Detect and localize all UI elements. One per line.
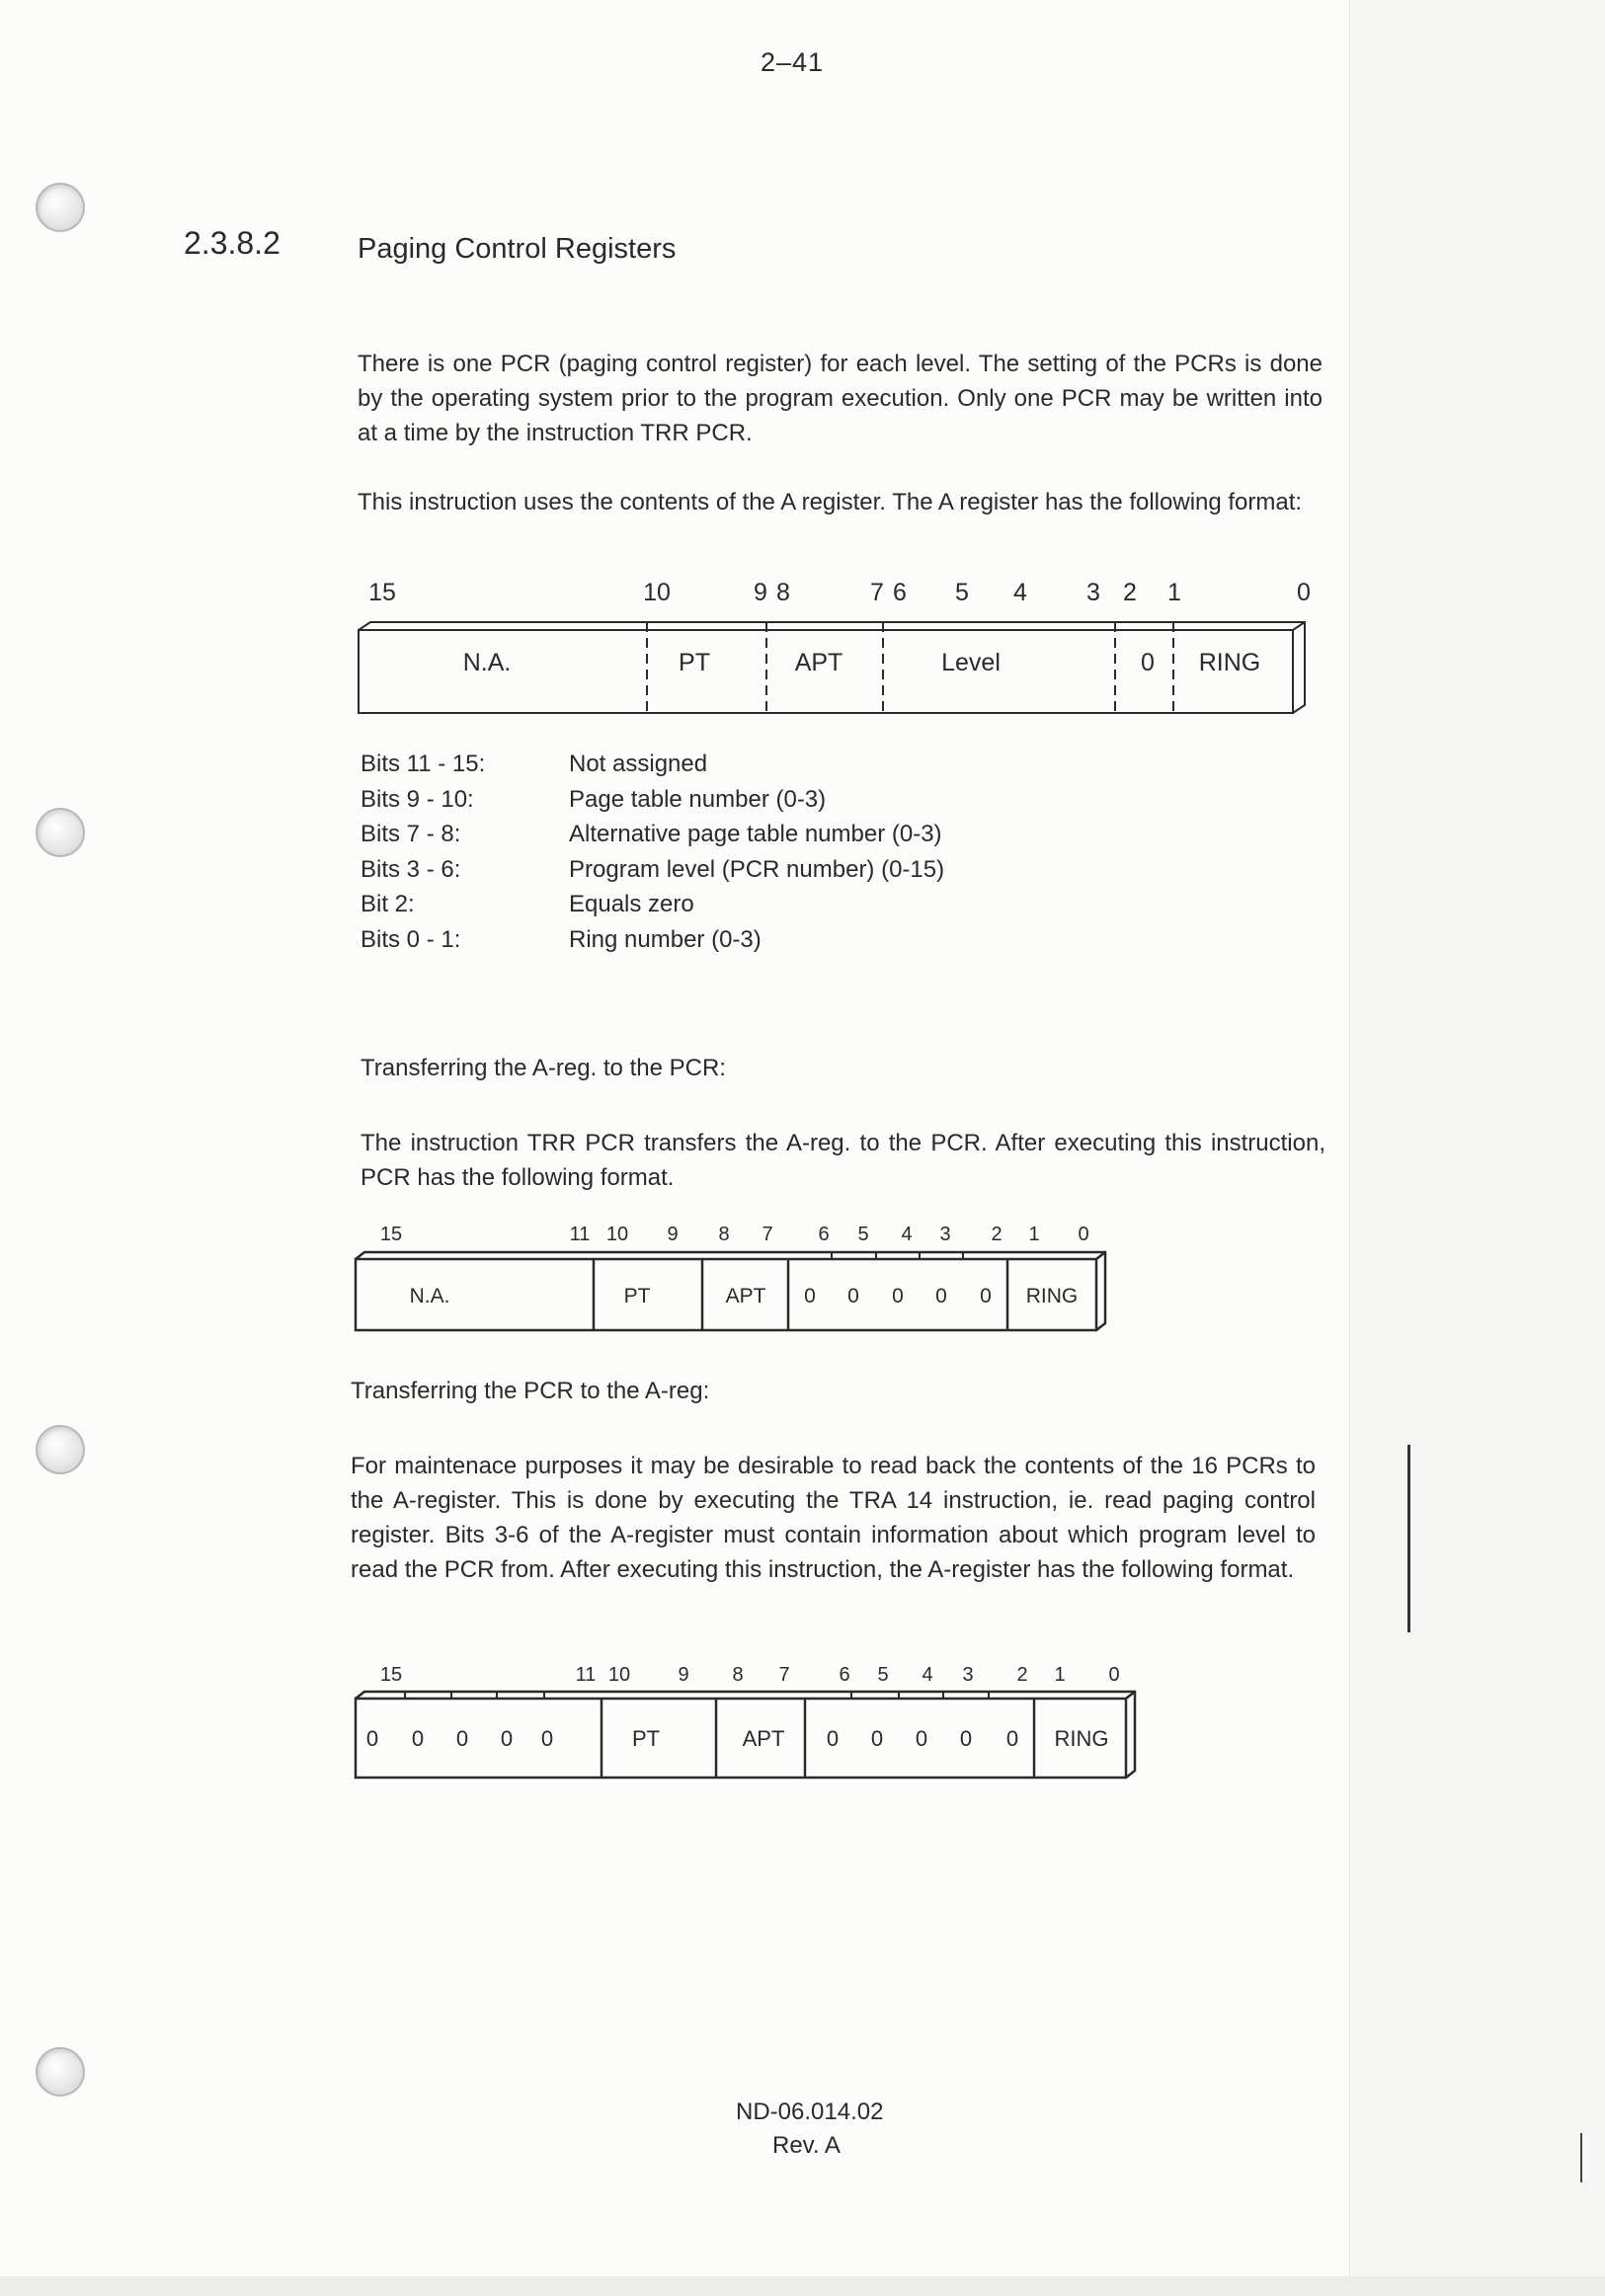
- bit-label: 1: [1167, 579, 1181, 606]
- bit-label: 5: [955, 579, 969, 606]
- bit-label: 11: [569, 1224, 591, 1245]
- bit-label: 10: [643, 579, 671, 606]
- field-pt: PT: [623, 1285, 651, 1307]
- transfer-to-areg-heading: Transferring the PCR to the A-reg:: [351, 1378, 710, 1404]
- bit-label: 10: [605, 1224, 629, 1245]
- bit-meaning: Program level (PCR number) (0-15): [569, 855, 945, 883]
- bit-meaning: Alternative page table number (0-3): [569, 821, 942, 847]
- bit-label: 7: [762, 1224, 773, 1245]
- change-bar: [1407, 1445, 1410, 1632]
- bit-range: Bits 0 - 1:: [361, 925, 461, 953]
- bit-label: 9: [678, 1664, 689, 1686]
- bit-label: 0: [1108, 1664, 1120, 1686]
- field-zero: 0: [365, 1726, 379, 1751]
- bit-label: 15: [379, 1664, 403, 1686]
- bit-label: 3: [939, 1224, 951, 1245]
- bit-label: 1: [1028, 1224, 1040, 1245]
- bit-label: 3: [1086, 579, 1100, 606]
- transfer-to-pcr-paragraph: The instruction TRR PCR transfers the A-reg. to the PCR. After executing this instruction, PCR has the following format.: [361, 1130, 1325, 1191]
- bit-meaning: Not assigned: [569, 751, 708, 777]
- field-zero: 0: [870, 1726, 884, 1751]
- section-number: 2.3.8.2: [184, 225, 281, 261]
- field-zero: 0: [980, 1285, 992, 1307]
- field-zero: 0: [1141, 649, 1155, 676]
- field-ring: RING: [1025, 1285, 1079, 1307]
- a-register-format-diagram: [351, 573, 1319, 721]
- field-zero: 0: [455, 1726, 469, 1751]
- page-number: 2–41: [761, 47, 825, 77]
- bit-label: 8: [732, 1664, 744, 1686]
- field-zero: 0: [411, 1726, 425, 1751]
- transfer-to-pcr-heading: Transferring the A-reg. to the PCR:: [361, 1055, 726, 1081]
- bit-label: 9: [667, 1224, 679, 1245]
- bit-label: 6: [893, 579, 907, 606]
- bit-label: 9: [754, 579, 767, 606]
- field-zero: 0: [915, 1726, 928, 1751]
- revision-label: Rev. A: [772, 2132, 841, 2159]
- bit-label: 4: [901, 1224, 913, 1245]
- field-zero: 0: [826, 1726, 840, 1751]
- section-title: Paging Control Registers: [358, 233, 677, 265]
- scan-edge: [0, 2276, 1605, 2296]
- field-level: Level: [941, 649, 1001, 676]
- field-apt: APT: [742, 1726, 785, 1751]
- bit-label: 0: [1297, 579, 1311, 606]
- bit-label: 6: [839, 1664, 850, 1686]
- punch-hole: [36, 1425, 85, 1474]
- field-zero: 0: [892, 1285, 904, 1307]
- bit-label: 5: [877, 1664, 889, 1686]
- field-zero: 0: [500, 1726, 514, 1751]
- bit-label: 11: [575, 1664, 597, 1686]
- bit-label: 15: [368, 579, 396, 606]
- bit-label: 4: [922, 1664, 933, 1686]
- field-pt: PT: [679, 649, 710, 676]
- pcr-format-diagram: [351, 1215, 1121, 1343]
- field-zero: 0: [847, 1285, 859, 1307]
- punch-hole: [36, 183, 85, 232]
- bit-range: Bits 3 - 6:: [361, 855, 461, 883]
- field-apt: APT: [725, 1285, 766, 1307]
- bit-label: 2: [1016, 1664, 1028, 1686]
- bit-range: Bits 11 - 15:: [361, 751, 486, 777]
- margin-mark: [1580, 2133, 1582, 2182]
- bit-label: 2: [1123, 579, 1137, 606]
- field-ring: RING: [1198, 649, 1261, 676]
- bit-label: 0: [1078, 1224, 1089, 1245]
- field-ring: RING: [1054, 1726, 1109, 1751]
- field-zero: 0: [935, 1285, 947, 1307]
- a-register-paragraph: This instruction uses the contents of the A register. The A register has the following format:: [358, 489, 1303, 515]
- bit-label: 8: [718, 1224, 730, 1245]
- field-pt: PT: [631, 1726, 661, 1751]
- bit-label: 2: [991, 1224, 1003, 1245]
- bit-range: Bit 2:: [361, 891, 415, 917]
- bit-label: 7: [778, 1664, 790, 1686]
- bit-label: 10: [607, 1664, 631, 1686]
- bit-label: 6: [818, 1224, 830, 1245]
- bit-range: Bits 7 - 8:: [361, 821, 461, 847]
- field-zero: 0: [540, 1726, 554, 1751]
- bit-meaning: Ring number (0-3): [569, 925, 762, 953]
- punch-hole: [36, 2047, 85, 2097]
- field-zero: 0: [959, 1726, 973, 1751]
- document-code: ND-06.014.02: [736, 2098, 884, 2125]
- bit-label: 8: [776, 579, 790, 606]
- bit-label: 15: [379, 1224, 403, 1245]
- bit-meaning: Equals zero: [569, 891, 694, 917]
- bit-label: 7: [870, 579, 884, 606]
- bit-label: 5: [857, 1224, 869, 1245]
- transfer-to-areg-paragraph: For maintenace purposes it may be desirable to read back the contents of the 16 PCRs to the A-register. This is done by executing the TRA 14 instruction, ie. read paging control register. Bits 3-6 of the A-register must contain information about which program level to read the PCR from. After executing this instruction, the A-register has the following format.: [351, 1453, 1316, 1583]
- bit-meaning: Page table number (0-3): [569, 785, 827, 813]
- bit-range: Bits 9 - 10:: [361, 785, 474, 813]
- a-register-after-tra-diagram: [351, 1657, 1141, 1795]
- intro-paragraph: There is one PCR (paging control register) for each level. The setting of the PCRs is done by the operating system prior to the program execution. Only one PCR may be written into at a time by the instruction TRR PCR.: [358, 351, 1323, 446]
- field-na: N.A.: [409, 1285, 450, 1307]
- field-apt: APT: [794, 649, 843, 676]
- bit-label: 3: [962, 1664, 974, 1686]
- punch-hole: [36, 808, 85, 857]
- bit-label: 1: [1054, 1664, 1066, 1686]
- field-zero: 0: [804, 1285, 816, 1307]
- field-zero: 0: [1005, 1726, 1019, 1751]
- bit-label: 4: [1013, 579, 1027, 606]
- field-na: N.A.: [462, 649, 512, 676]
